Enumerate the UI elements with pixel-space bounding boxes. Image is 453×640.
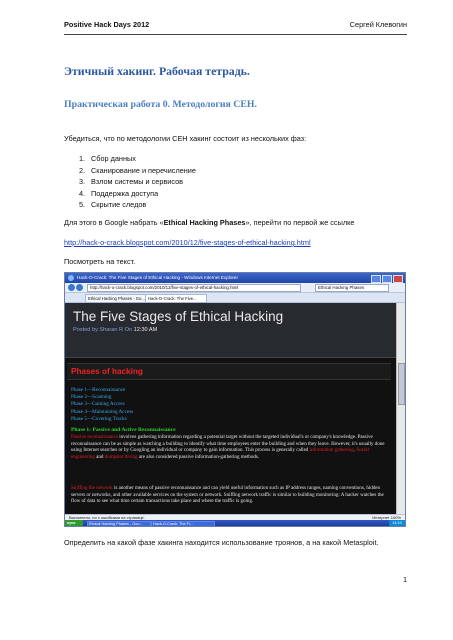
paragraph-passive-recon — [71, 434, 387, 460]
body-text: . — [353, 447, 357, 454]
list-text: Поддержка доступа — [91, 188, 159, 198]
list-item: Phase 2—Scanning — [71, 394, 112, 401]
list-item — [79, 200, 196, 212]
list-number: 3. — [79, 177, 86, 186]
browser-title-bar — [65, 273, 405, 283]
paragraph-sniffing — [71, 485, 387, 505]
highlight-text: Passive reconnaissance — [71, 434, 118, 440]
section-title: Phases of hacking — [71, 367, 143, 376]
phase1-heading: Phase 1: Passive and Active Reconnaissance — [71, 427, 176, 433]
phases-list — [79, 154, 196, 212]
list-number: 1. — [79, 154, 86, 163]
tab-hack-o-crack[interactable]: Hack-O-Crack: The Five... — [145, 294, 207, 303]
body-text: is another means of passive reconnaissance and can yield useful information such as IP address ranges, naming conventions, hidden servers or networks, and other available services on the system or network. Sniffing network traffic is similar to building monitoring: A hacker watches the flow of data to see what time certain transactions take place and where the traffic is going. — [71, 485, 384, 505]
list-item: Phase 4—Maintaining Access — [71, 408, 134, 415]
list-text: Сбор данных — [91, 154, 136, 163]
taskbar-item-hack-o-crack[interactable]: Hack-O-Crack: The Fi... — [151, 521, 215, 528]
google-before: Для этого в Google набрать « — [64, 218, 164, 227]
post-meta — [73, 327, 405, 333]
blog-content — [65, 303, 405, 514]
blog-post-header — [65, 303, 405, 358]
question-paragraph: Определить на какой фазе хакинга находится использование троянов, а на какой Metasploit. — [64, 538, 379, 547]
ie-icon — [68, 275, 74, 281]
list-text: Взлом системы и сервисов — [91, 177, 184, 186]
list-item — [79, 154, 196, 166]
list-item — [79, 177, 196, 189]
minimize-icon[interactable] — [371, 275, 381, 283]
list-text: Скрытие следов — [91, 200, 147, 209]
search-input[interactable]: Ethical Hacking Phases — [315, 284, 389, 292]
taskbar-item-google[interactable]: Ethical Hacking Phases - Goo... — [87, 521, 151, 528]
header-right: Сергей Клевогин — [349, 20, 407, 29]
page-header — [64, 18, 407, 35]
maximize-icon[interactable] — [382, 275, 392, 283]
vertical-scrollbar[interactable] — [396, 303, 405, 514]
body-text: and — [94, 453, 105, 460]
list-item — [79, 189, 196, 201]
list-item: Phase 3—Gaining Access — [71, 401, 125, 408]
highlight-text: Social engineering — [71, 447, 369, 460]
browser-window-title: Hack-O-Crack: The Five Stages of Ethical Hacking - Windows Internet Explorer — [77, 275, 239, 280]
browser-tabs — [65, 293, 405, 303]
highlight-text: information gathering — [309, 447, 354, 454]
list-number: 4. — [79, 188, 86, 198]
posted-time: 12:30 AM — [133, 327, 158, 333]
body-text: involves gathering information regarding a potential target without the targeted individual's or company's knowledge. Passive reconnaissance can be as simple as watching a building to identify what time employees enter the building and when they leave. However, it's usually done using Internet searches or by Googling an individual or company to gain information. This process is generally called — [71, 434, 385, 454]
blog-link[interactable]: http://hack-o-crack.blogspot.com/2010/12/five-stages-of-ethical-hacking.html — [64, 238, 311, 247]
header-left: Positive Hack Days 2012 — [64, 20, 150, 29]
windows-taskbar — [65, 520, 405, 526]
google-instruction — [64, 218, 354, 227]
forward-icon[interactable] — [76, 284, 83, 291]
body-text: are also considered passive information-gathering methods. — [137, 453, 260, 460]
list-number: 5. — [79, 200, 86, 209]
intro-paragraph: Убедиться, что по методологии CEH хакинг состоит из нескольких фаз: — [64, 134, 307, 143]
google-after: », перейти по первой же ссылке — [245, 218, 355, 227]
highlight-text: dumpster diving — [104, 453, 138, 460]
url-input[interactable]: http://hack-o-crack.blogspot.com/2010/12/five-stages-of-ethical-hacking.html — [87, 284, 301, 292]
list-item: Phase 5—Covering Tracks — [71, 415, 127, 422]
window-controls — [371, 275, 403, 283]
posted-by: Posted by Sharan R On — [73, 327, 133, 333]
document-subtitle: Практическая работа 0. Методология CEH. — [64, 99, 257, 110]
list-text: Сканирование и перечисление — [91, 165, 196, 175]
zoom-value: 100% — [390, 515, 401, 520]
browser-screenshot — [64, 272, 406, 527]
google-query: Ethical Hacking Phases — [163, 218, 246, 227]
address-bar — [65, 283, 405, 293]
close-icon[interactable] — [393, 275, 403, 283]
back-icon[interactable] — [68, 284, 75, 291]
scrollbar-thumb[interactable] — [398, 363, 405, 405]
highlight-text: Sniffing the network — [71, 485, 113, 491]
status-zone: Интернет — [372, 515, 390, 520]
tab-google[interactable]: Ethical Hacking Phases - Go... — [85, 294, 147, 303]
page-number: 1 — [402, 575, 407, 584]
list-item: Phase 1—Reconnaissance — [71, 387, 126, 393]
document-title: Этичный хакинг. Рабочая тетрадь. — [64, 64, 250, 78]
post-title[interactable]: The Five Stages of Ethical Hacking — [73, 309, 284, 324]
list-item — [79, 166, 196, 178]
blog-phases-list — [71, 387, 133, 423]
status-text: Выполнено, но с ошибками на странице. — [69, 515, 145, 520]
look-text: Посмотреть на текст. — [64, 257, 136, 266]
taskbar-clock: 14:10 — [389, 520, 405, 526]
list-number: 2. — [79, 165, 86, 175]
start-button[interactable]: пуск — [65, 520, 83, 526]
